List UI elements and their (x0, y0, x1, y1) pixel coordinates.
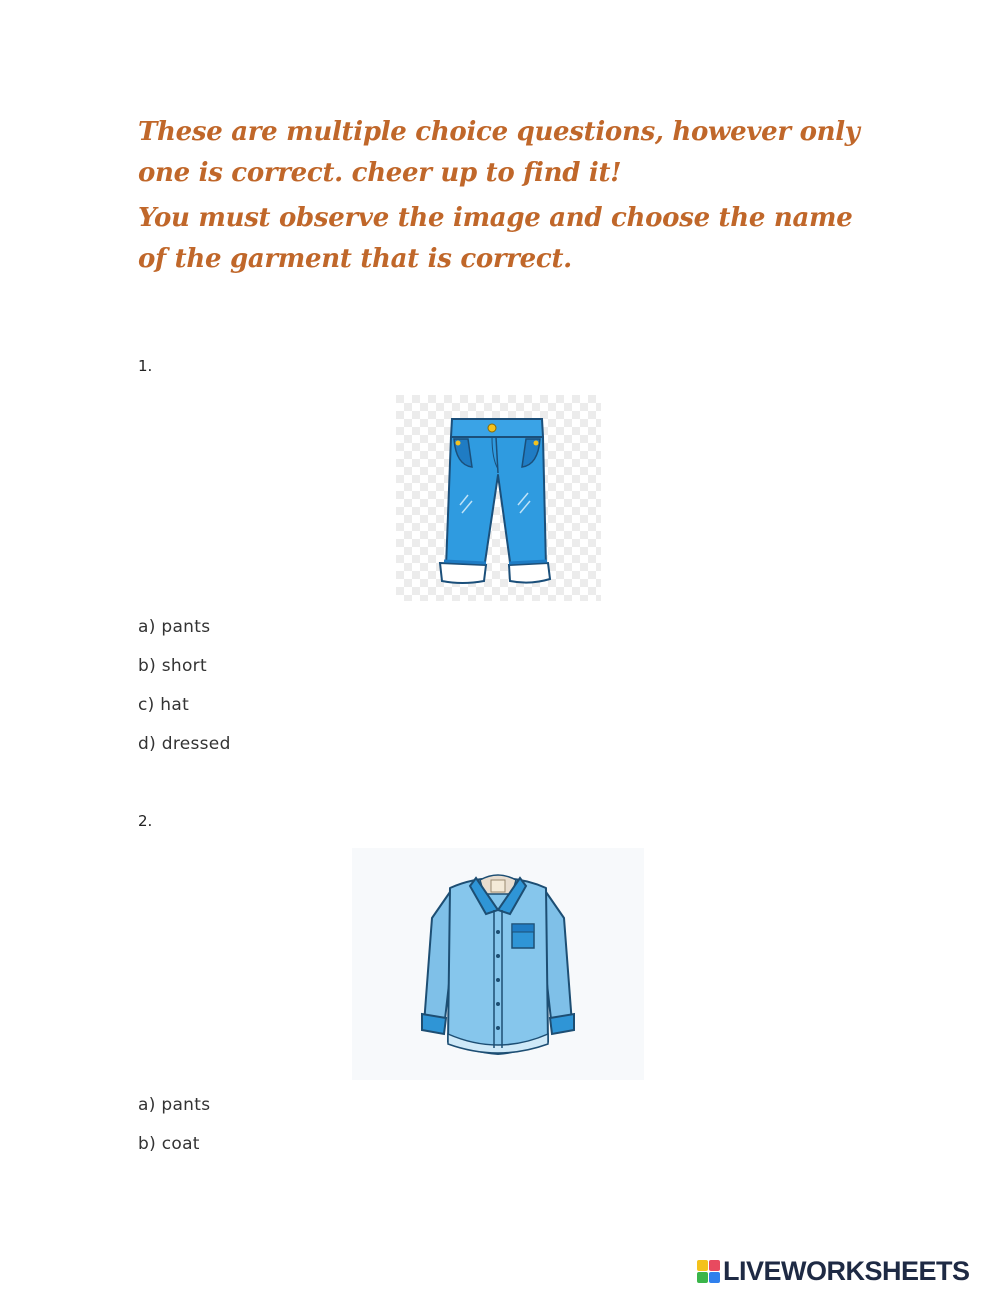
logo-square (697, 1272, 708, 1283)
shirt-image (352, 848, 644, 1080)
instruction-line-1: These are multiple choice questions, however only one is correct. cheer up to find it! (138, 117, 860, 188)
instructions (138, 112, 878, 280)
q1-option-d[interactable]: d) dressed (138, 734, 231, 754)
logo-square (709, 1272, 720, 1283)
question-1-number: 1. (138, 357, 153, 375)
q1-option-c[interactable]: c) hat (138, 695, 190, 715)
q1-option-a[interactable]: a) pants (138, 617, 211, 637)
liveworksheets-logo[interactable] (697, 1256, 970, 1286)
shirt-icon (352, 848, 644, 1080)
logo-mark-icon (697, 1260, 720, 1283)
q1-option-b[interactable]: b) short (138, 656, 207, 676)
pants-image (396, 395, 601, 601)
q2-option-b[interactable]: b) coat (138, 1134, 200, 1154)
question-2-number: 2. (138, 812, 153, 830)
instruction-line-2: You must observe the image and choose the name of the garment that is correct. (138, 203, 853, 274)
logo-square (709, 1260, 720, 1271)
pants-icon (396, 395, 601, 601)
q2-option-a[interactable]: a) pants (138, 1095, 211, 1115)
brand-name: LIVEWORKSHEETS (723, 1255, 970, 1286)
logo-square (697, 1260, 708, 1271)
